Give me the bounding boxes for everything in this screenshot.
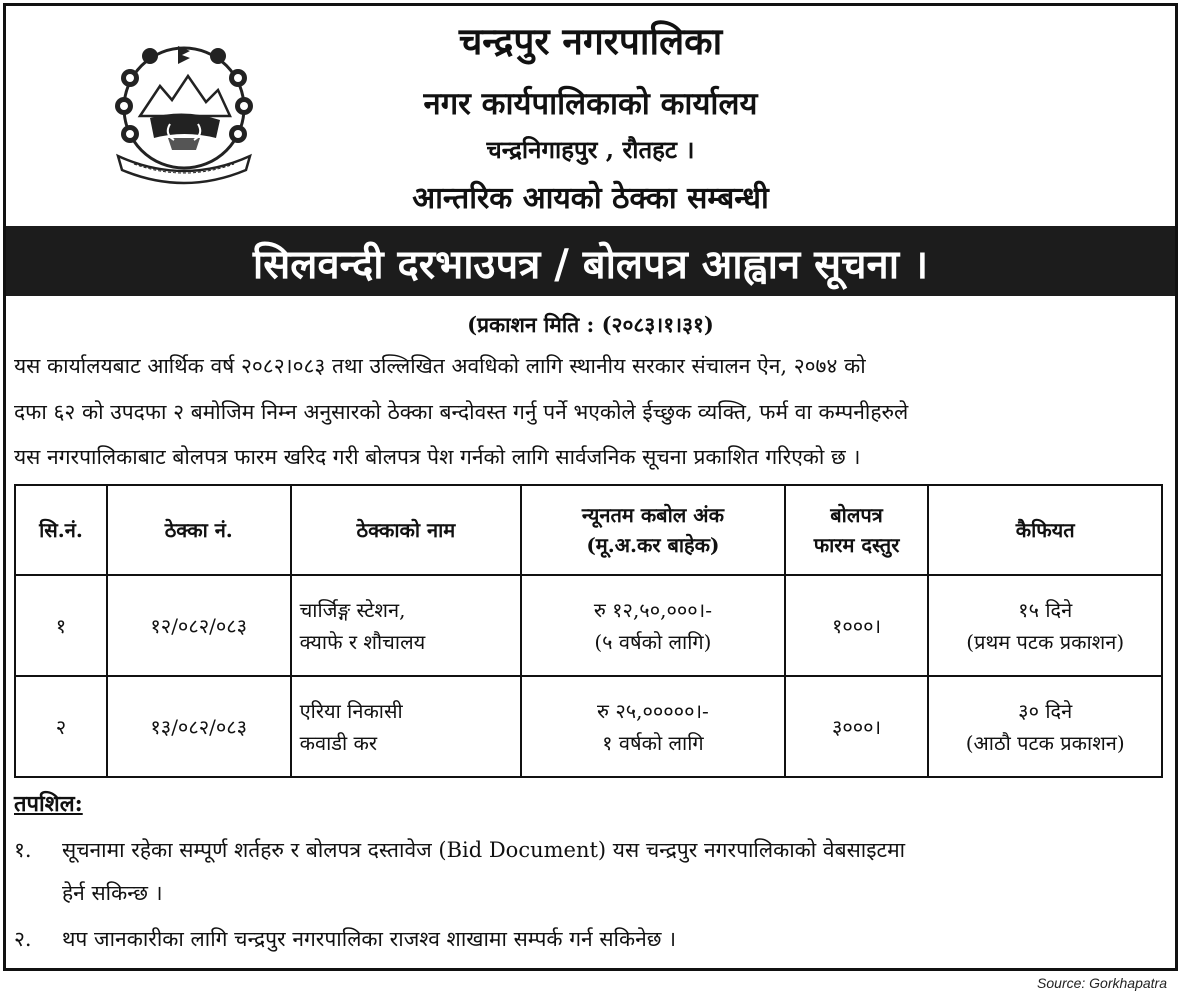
note-1-line-2: हेर्न सकिन्छ । <box>62 881 163 905</box>
title-banner <box>6 226 1175 296</box>
details-heading: तपशिल: <box>14 791 83 817</box>
col-header-sn: सि.नं. <box>15 485 107 575</box>
cell-name <box>291 676 522 777</box>
municipality-name: चन्द्रपुर नगरपालिका <box>458 19 723 63</box>
cell-sn: २ <box>15 676 107 777</box>
cell-remarks <box>928 575 1162 676</box>
note-2-line-1: थप जानकारीका लागि चन्द्रपुर नगरपालिका राजश्व शाखामा सम्पर्क गर्न सकिनेछ । <box>62 927 677 951</box>
contracts-table <box>14 484 1163 778</box>
table-header-row <box>15 485 1162 575</box>
min-bid-header-line-2: (मू.अ.कर बाहेक) <box>586 533 720 557</box>
fee-header-line-2: फारम दस्तुर <box>813 533 900 557</box>
col-header-remarks: कैफियत <box>928 485 1162 575</box>
cell-contract-no: १३/०८२/०८३ <box>107 676 291 777</box>
col-header-min-bid <box>521 485 785 575</box>
cell-remark-line-2: (प्रथम पटक प्रकाशन) <box>966 629 1125 654</box>
cell-min-bid <box>521 676 785 777</box>
cell-name-line-1: चार्जिङ्ग स्टेशन, <box>299 597 406 622</box>
col-header-contract-no: ठेक्का नं. <box>107 485 291 575</box>
col-header-name: ठेक्काको नाम <box>291 485 522 575</box>
cell-min-bid <box>521 575 785 676</box>
fee-header-line-1: बोलपत्र <box>830 503 883 527</box>
publication-date: (प्रकाशन मिति : (२०८३।१।३१) <box>467 312 714 337</box>
col-header-fee <box>785 485 929 575</box>
cell-fee: ३०००। <box>785 676 929 777</box>
cell-bid-line-1: रु २५,०००००।- <box>597 698 709 723</box>
cell-bid-line-1: रु १२,५०,०००।- <box>593 597 712 622</box>
cell-name-line-2: कवाडी कर <box>299 730 378 755</box>
intro-line-3: यस नगरपालिकाबाट बोलपत्र फारम खरिद गरी बोलपत्र पेश गर्नको लागि सार्वजनिक सूचना प्रकाशित गरिएको छ । <box>14 445 861 469</box>
office-address: चन्द्रनिगाहपुर , रौतहट । <box>486 135 695 164</box>
cell-name-line-1: एरिया निकासी <box>299 698 403 723</box>
source-credit: Source: Gorkhapatra <box>1037 975 1167 991</box>
notice-subject: आन्तरिक आयको ठेक्का सम्बन्धी <box>412 181 769 216</box>
intro-line-1: यस कार्यालयबाट आर्थिक वर्ष २०८२।०८३ तथा उल्लिखित अवधिको लागि स्थानीय सरकार संचालन ऐन, २०७४ को <box>14 354 866 378</box>
note-2-number: २. <box>14 927 32 951</box>
notice-title: सिलवन्दी दरभाउपत्र / बोलपत्र आह्वान सूचना । <box>252 241 929 288</box>
table-row <box>15 676 1162 777</box>
cell-name <box>291 575 522 676</box>
intro-line-2: दफा ६२ को उपदफा २ बमोजिम निम्न अनुसारको ठेक्का बन्दोवस्त गर्नु पर्ने भएकोले ईच्छुक व्यक्ति, फर्म वा कम्पनीहरुले <box>14 400 909 424</box>
office-name: नगर कार्यपालिकाको कार्यालय <box>423 86 758 122</box>
cell-contract-no: १२/०८२/०८३ <box>107 575 291 676</box>
cell-sn: १ <box>15 575 107 676</box>
note-1-number: १. <box>14 838 32 862</box>
cell-bid-line-2: (५ वर्षको लागि) <box>594 629 712 654</box>
table-row <box>15 575 1162 676</box>
cell-name-line-2: क्याफे र शौचालय <box>299 629 426 654</box>
cell-remark-line-1: ३० दिने <box>1018 698 1073 723</box>
cell-remark-line-1: १५ दिने <box>1018 597 1073 622</box>
cell-remark-line-2: (आठौ पटक प्रकाशन) <box>965 730 1125 755</box>
cell-bid-line-2: १ वर्षको लागि <box>602 730 704 755</box>
cell-fee: १०००। <box>785 575 929 676</box>
note-1-line-1: सूचनामा रहेका सम्पूर्ण शर्तहरु र बोलपत्र दस्तावेज (Bid Document) यस चन्द्रपुर नगरपालिकाको वेबसाइटमा <box>62 838 906 862</box>
cell-remarks <box>928 676 1162 777</box>
min-bid-header-line-1: न्यूनतम कबोल अंक <box>581 503 724 527</box>
